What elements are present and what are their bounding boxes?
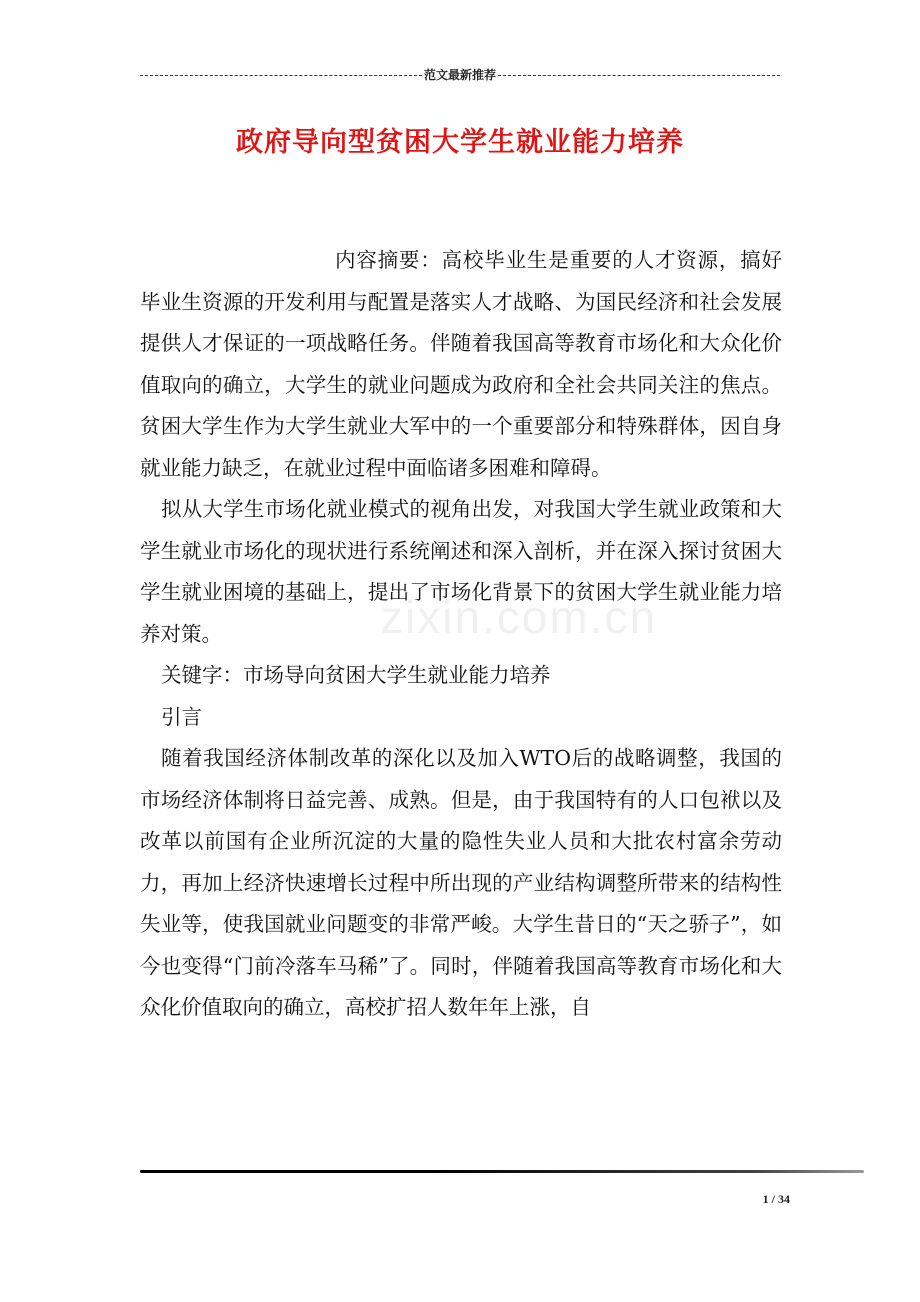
abstract-paragraph: 内容摘要：高校毕业生是重要的人才资源，搞好毕业生资源的开发利用与配置是落实人才战略、为国民经济和社会发展提供人才保证的一项战略任务。伴随着我国高等教育市场化和大众化价值取向的确立，大学生的就业问题成为政府和全社会共同关注的焦点。贫困大学生作为大学生就业大军中的一个重要部分和特殊群体，因自身就业能力缺乏，在就业过程中面临诸多困难和障碍。 — [140, 248, 782, 480]
body-paragraph: 拟从大学生市场化就业模式的视角出发，对我国大学生就业政策和大学生就业市场化的现状进行系统阐述和深入剖析，并在深入探讨贫困大学生就业困境的基础上，提出了市场化背景下的贫困大学生就业能力培养对策。 — [140, 497, 782, 646]
header-label: 范文最新推荐 — [424, 68, 497, 82]
body-paragraph: 随着我国经济体制改革的深化以及加入WTO后的战略调整，我国的市场经济体制将日益完善、成熟。但是，由于我国特有的人口包袱以及改革以前国有企业所沉淀的大量的隐性失业人员和大批农村富余劳动力，再加上经济快速增长过程中所出现的产业结构调整所带来的结构性失业等，使我国就业问题变的非常严峻。大学生昔日的“天之骄子”，如今也变得“门前冷落车马稀”了。同时，伴随着我国高等教育市场化和大众化价值取向的确立，高校扩招人数年年上涨，自 — [140, 746, 782, 1019]
page-number: 1 / 34 — [762, 1192, 790, 1206]
footer-rule — [140, 1170, 864, 1173]
running-header — [140, 66, 780, 83]
keywords-paragraph: 关键字：市场导向贫困大学生就业能力培养 — [161, 663, 551, 687]
header-dash-right — [498, 75, 780, 76]
watermark: zixin.com.cn — [380, 591, 658, 643]
header-dash-left — [140, 75, 422, 76]
document-title: 政府导向型贫困大学生就业能力培养 — [236, 127, 684, 158]
document-body — [140, 240, 782, 1029]
section-heading-introduction: 引言 — [161, 704, 202, 729]
